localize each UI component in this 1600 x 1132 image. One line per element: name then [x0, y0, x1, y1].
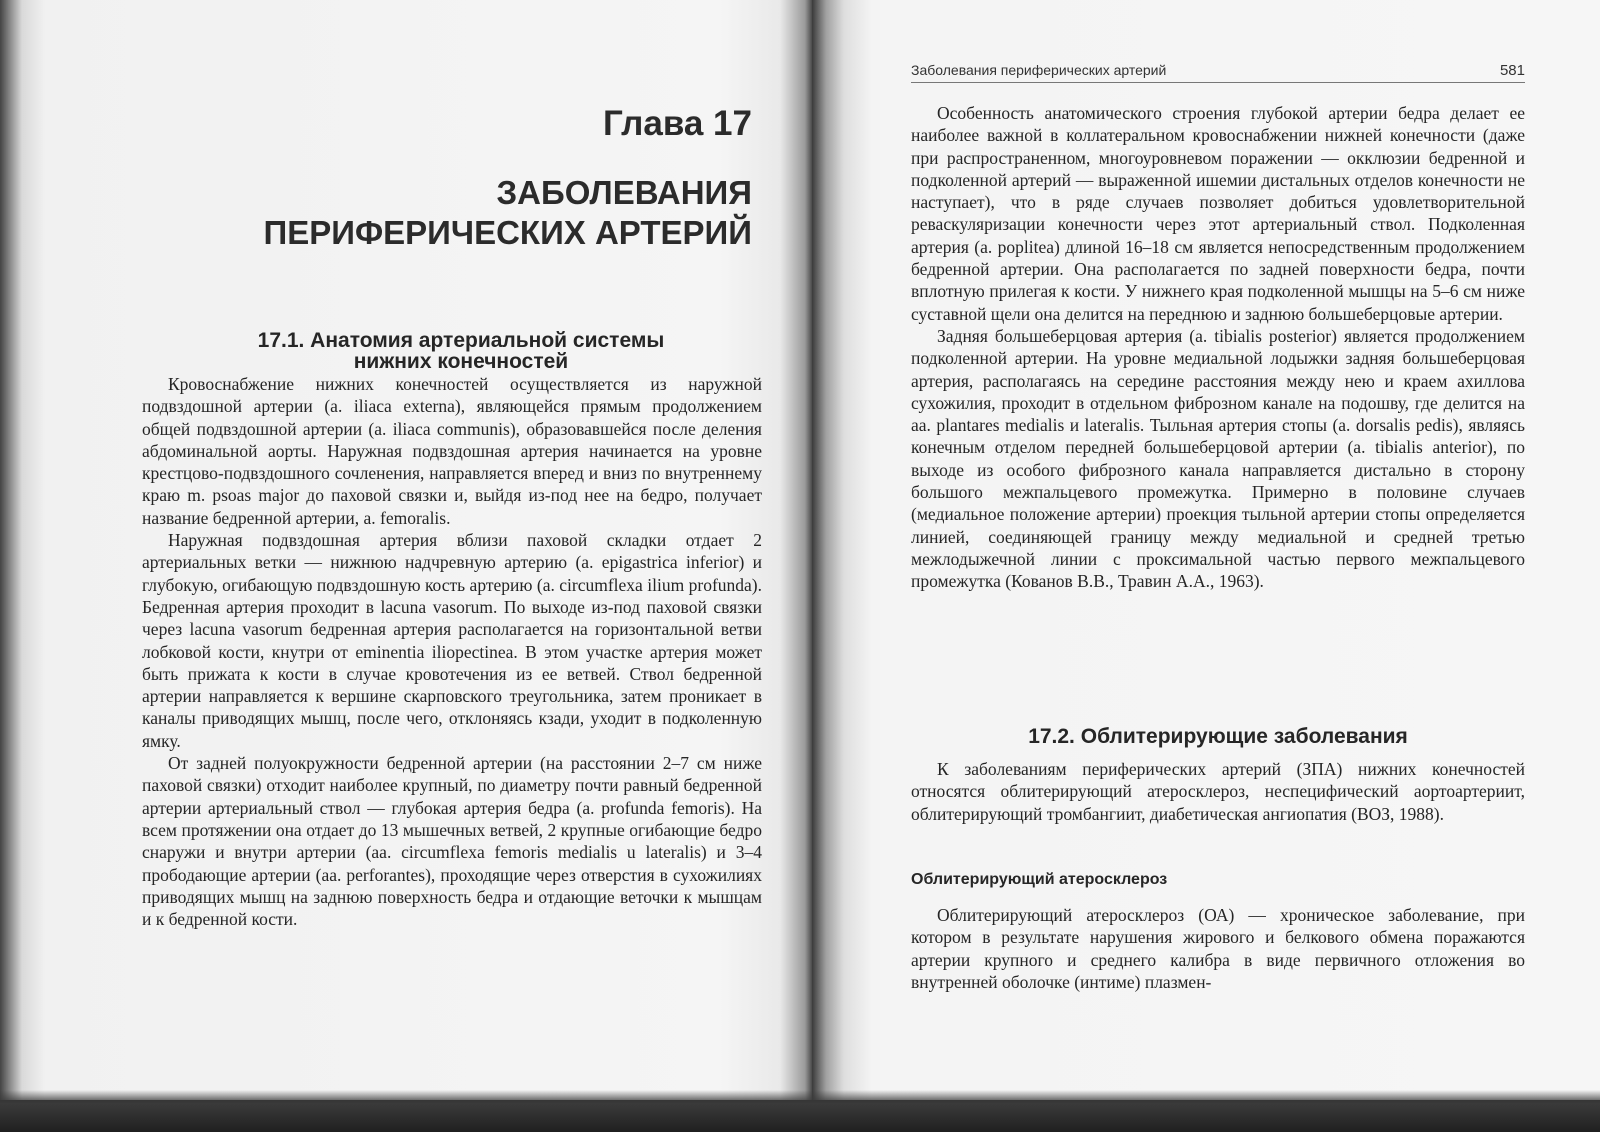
section-body-text [911, 758, 1525, 825]
subsection-heading: Облитерирующий атеросклероз [911, 871, 1168, 888]
section-heading-17-1 [170, 330, 752, 372]
section-heading-17-2: 17.2. Облитерирующие заболевания [1028, 725, 1408, 748]
bottom-edge-shadow [0, 1090, 1600, 1132]
left-page [0, 0, 812, 1100]
paragraph: Наружная подвздошная артерия вблизи паховой складки отдает 2 артериальных ветки — нижнюю надчревную артерию (a. epigastrica inferior) и глубокую, огибающую подвздошную кость артерию (a. circumflexa ilium profunda). Бедренная артерия проходит в lacuna vasorum. По выходе из-под паховой связки через lacuna vasorum бедренная артерия располагается на горизонтальной ветви лобковой кости, кнутри от eminentia iliopectinea. В этом участке артерия может быть прижата к кости в случае кровотечения из ее ветвей. Ствол бедренной артерии направляется к вершине скарповского треугольника, затем проникает в каналы приводящих мышц, после чего, отклоняясь кзади, уходит в подколенную ямку. [142, 530, 762, 751]
left-body-text [142, 373, 762, 930]
paragraph: К заболеваниям периферических артерий (ЗПА) нижних конечностей относятся облитерирующий атеросклероз, неспецифический аортоартериит, облитерирующий тромбангиит, диабетическая ангиопатия (ВОЗ, 1988). [911, 759, 1525, 824]
page-number: 581 [1499, 62, 1525, 79]
subsection-body-text [911, 904, 1525, 993]
paragraph: Кровоснабжение нижних конечностей осуществляется из наружной подвздошной артерии (a. iliaca externa), являющейся прямым продолжением общей подвздошной артерии (a. iliaca communis), образовавшейся после деления абдоминальной аорты. Наружная подвздошная артерия начинается на уровне крестцово-подвздошного сочленения, направляется вперед и вниз по внутреннему краю m. psoas major до паховой связки и, выйдя из-под нее на бедро, получает название бедренной артерии, a. femoralis. [142, 374, 762, 528]
chapter-label: Глава 17 [603, 104, 752, 143]
paragraph: От задней полуокружности бедренной артерии (на расстоянии 2–7 см ниже паховой связки) отходит наиболее крупный, по диаметру почти равный бедренной артерии артериальный ствол — глубокая артерия бедра (a. profunda femoris). На всем протяжении она отдает до 13 мышечных ветвей, 2 крупные огибающие бедро снаружи и внутри артерии (aa. circumflexa femoris medialis u lateralis) и 3–4 прободающие артерии (aa. perforantes), проходящие через отверстия в сухожилиях приводящих мышц на заднюю поверхность бедра и отдающие веточки к мышцам и к бедренной кости. [142, 753, 762, 930]
paragraph: Особенность анатомического строения глубокой артерии бедра делает ее наиболее важной в коллатеральном кровоснабжении нижней конечности (даже при распространенном, многоуровневом поражении — окклюзии бедренной и подколенной артерий — выраженной ишемии дистальных отделов конечности не наступает), что в ряде случаев позволяет добиться удовлетворительной реваскуляризации конечности через этот артериальный ствол. Подколенная артерия (a. poplitea) длиной 16–18 см является непосредственным продолжением бедренной артерии. Она располагается по задней поверхности бедра, почти вплотную прилегая к кости. У нижнего края подколенной мышцы на 5–6 см ниже суставной щели она делится на переднюю и заднюю большеберцовые артерии. [911, 103, 1525, 324]
paragraph: Задняя большеберцовая артерия (a. tibialis posterior) является продолжением подколенной артерии. На уровне медиальной лодыжки задняя большеберцовая артерия, располагаясь на середине расстояния между нею и краем ахиллова сухожилия, проходит в отдельном фиброзном канале на подошву, где делится на aa. plantares medialis и lateralis. Тыльная артерия стопы (a. dorsalis pedis), являясь конечным отделом передней большеберцовой артерии (a. tibialis anterior), по выходе из особого фиброзного канала направляется дистально в сторону большого межпальцевого промежутка. Примерно в половине случаев (медиальное положение артерии) проекция тыльной артерии стопы определяется линией, соединяющей границу между медиальной и средней третью межлодыжечной линии с проксимальной частью первого межпальцевого промежутка (Кованов В.В., Травин А.А., 1963). [911, 325, 1525, 592]
running-head-title: Заболевания периферических артерий [911, 62, 1167, 78]
section-heading-line: 17.1. Анатомия артериальной системы [257, 329, 665, 352]
section-heading-line: нижних конечностей [353, 350, 569, 373]
chapter-title: ЗАБОЛЕВАНИЯ ПЕРИФЕРИЧЕСКИХ АРТЕРИЙ [263, 174, 752, 251]
right-body-text [911, 102, 1525, 593]
running-head [911, 62, 1525, 83]
paragraph: Облитерирующий атеросклероз (ОА) — хроническое заболевание, при котором в результате нарушения жирового и белкового обмена поражаются артерии крупного и среднего калибра в виде первичного отложения во внутренней оболочке (интиме) плазмен- [911, 905, 1525, 992]
